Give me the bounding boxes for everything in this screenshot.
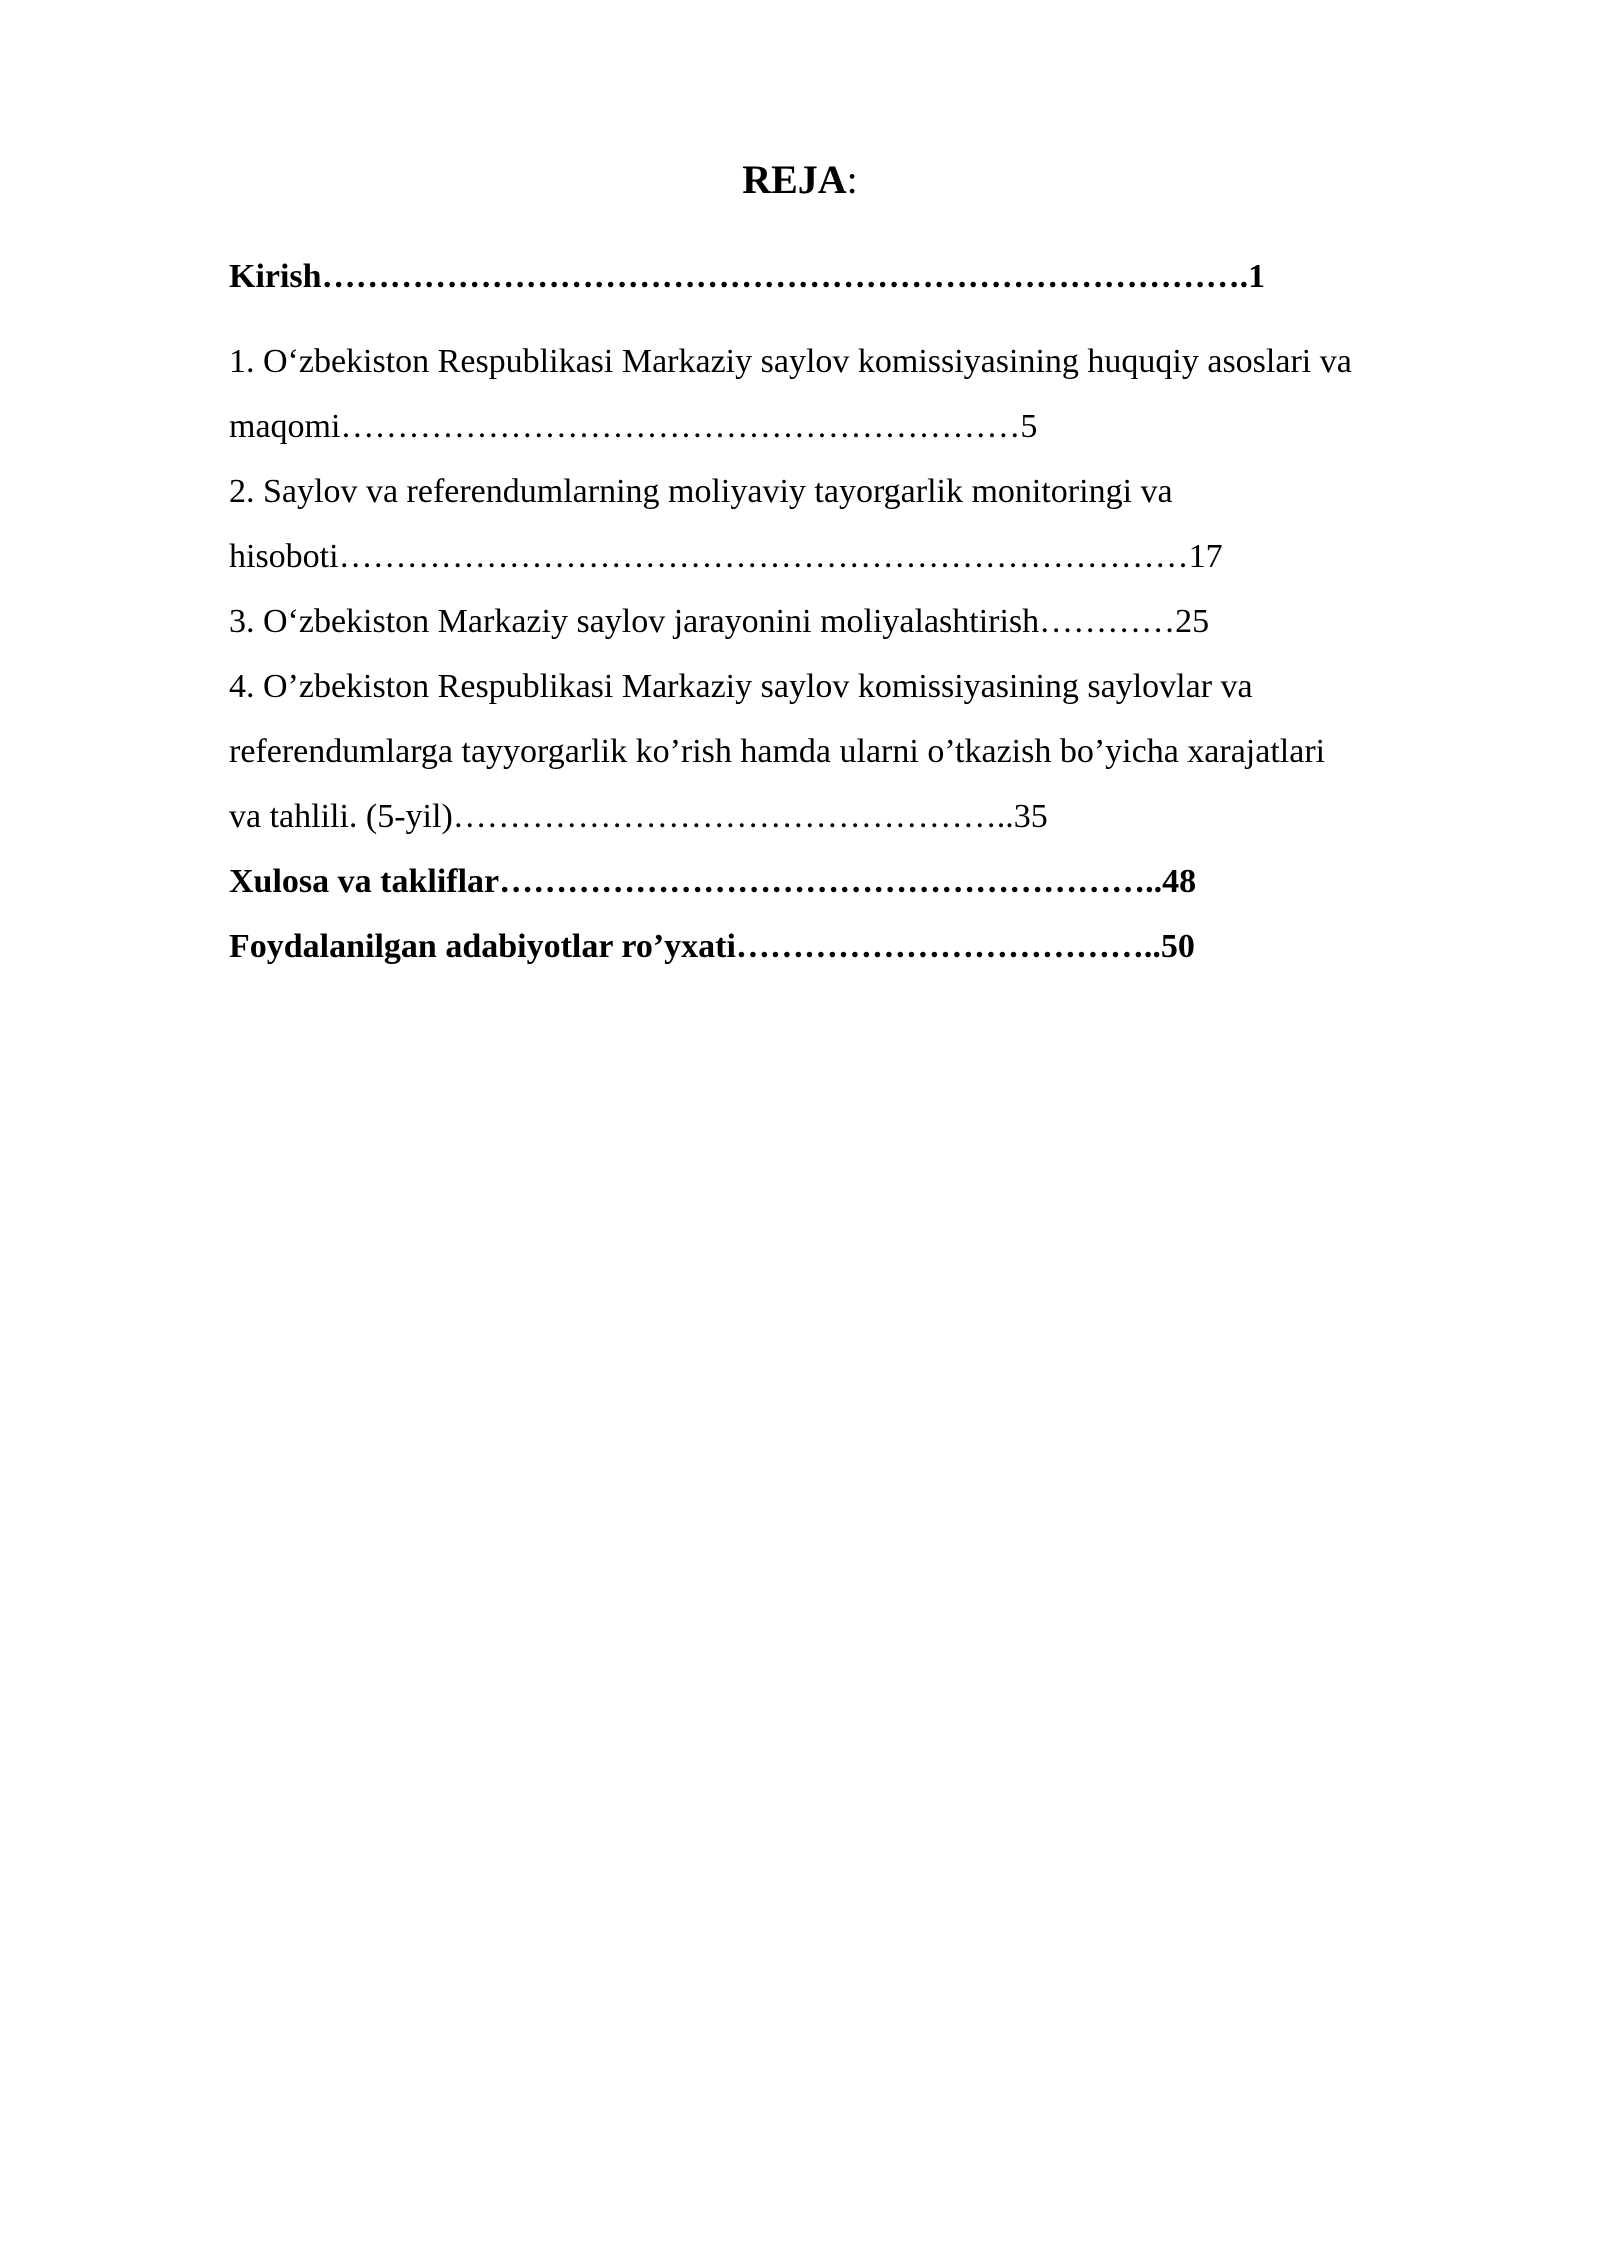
- toc-entry-adabiyotlar: [229, 914, 1509, 979]
- toc-line: maqomi……………………………………………………5: [229, 408, 1038, 445]
- toc-entry-1: [229, 329, 1509, 459]
- document-title: [0, 152, 1600, 208]
- toc-line: 3. O‘zbekiston Markaziy saylov jarayonini moliyalashtirish…………25: [229, 603, 1210, 640]
- title-text: REJA: [742, 157, 847, 202]
- toc-line: va tahlili. (5-yil)…………………………………………..35: [229, 798, 1048, 835]
- toc-line: 2. Saylov va referendumlarning moliyaviy tayorgarlik monitoringi va: [229, 473, 1173, 510]
- toc-line: 1. O‘zbekiston Respublikasi Markaziy saylov komissiyasining huquqiy asoslari va: [229, 343, 1352, 380]
- toc-entry-xulosa: [229, 849, 1509, 914]
- table-of-contents: [229, 244, 1509, 979]
- toc-line: 4. O’zbekiston Respublikasi Markaziy saylov komissiyasining saylovlar va: [229, 668, 1253, 705]
- toc-line: hisoboti…………………………………………………………………17: [229, 538, 1223, 575]
- toc-line: referendumlarga tayyorgarlik ko’rish hamda ularni o’tkazish bo’yicha xarajatlari: [229, 733, 1326, 770]
- toc-entry-kirish: [229, 244, 1509, 309]
- toc-entry-2: [229, 459, 1509, 589]
- toc-entry-4: [229, 654, 1509, 849]
- toc-line: Xulosa va takliflar…………………………………………………..48: [229, 863, 1197, 900]
- toc-line: Foydalanilgan adabiyotlar ro’yxati………………………………..50: [229, 928, 1195, 965]
- title-colon: :: [846, 157, 858, 202]
- toc-line: Kirish……………………………………………………………………….1: [229, 258, 1266, 295]
- toc-entry-3: [229, 589, 1509, 654]
